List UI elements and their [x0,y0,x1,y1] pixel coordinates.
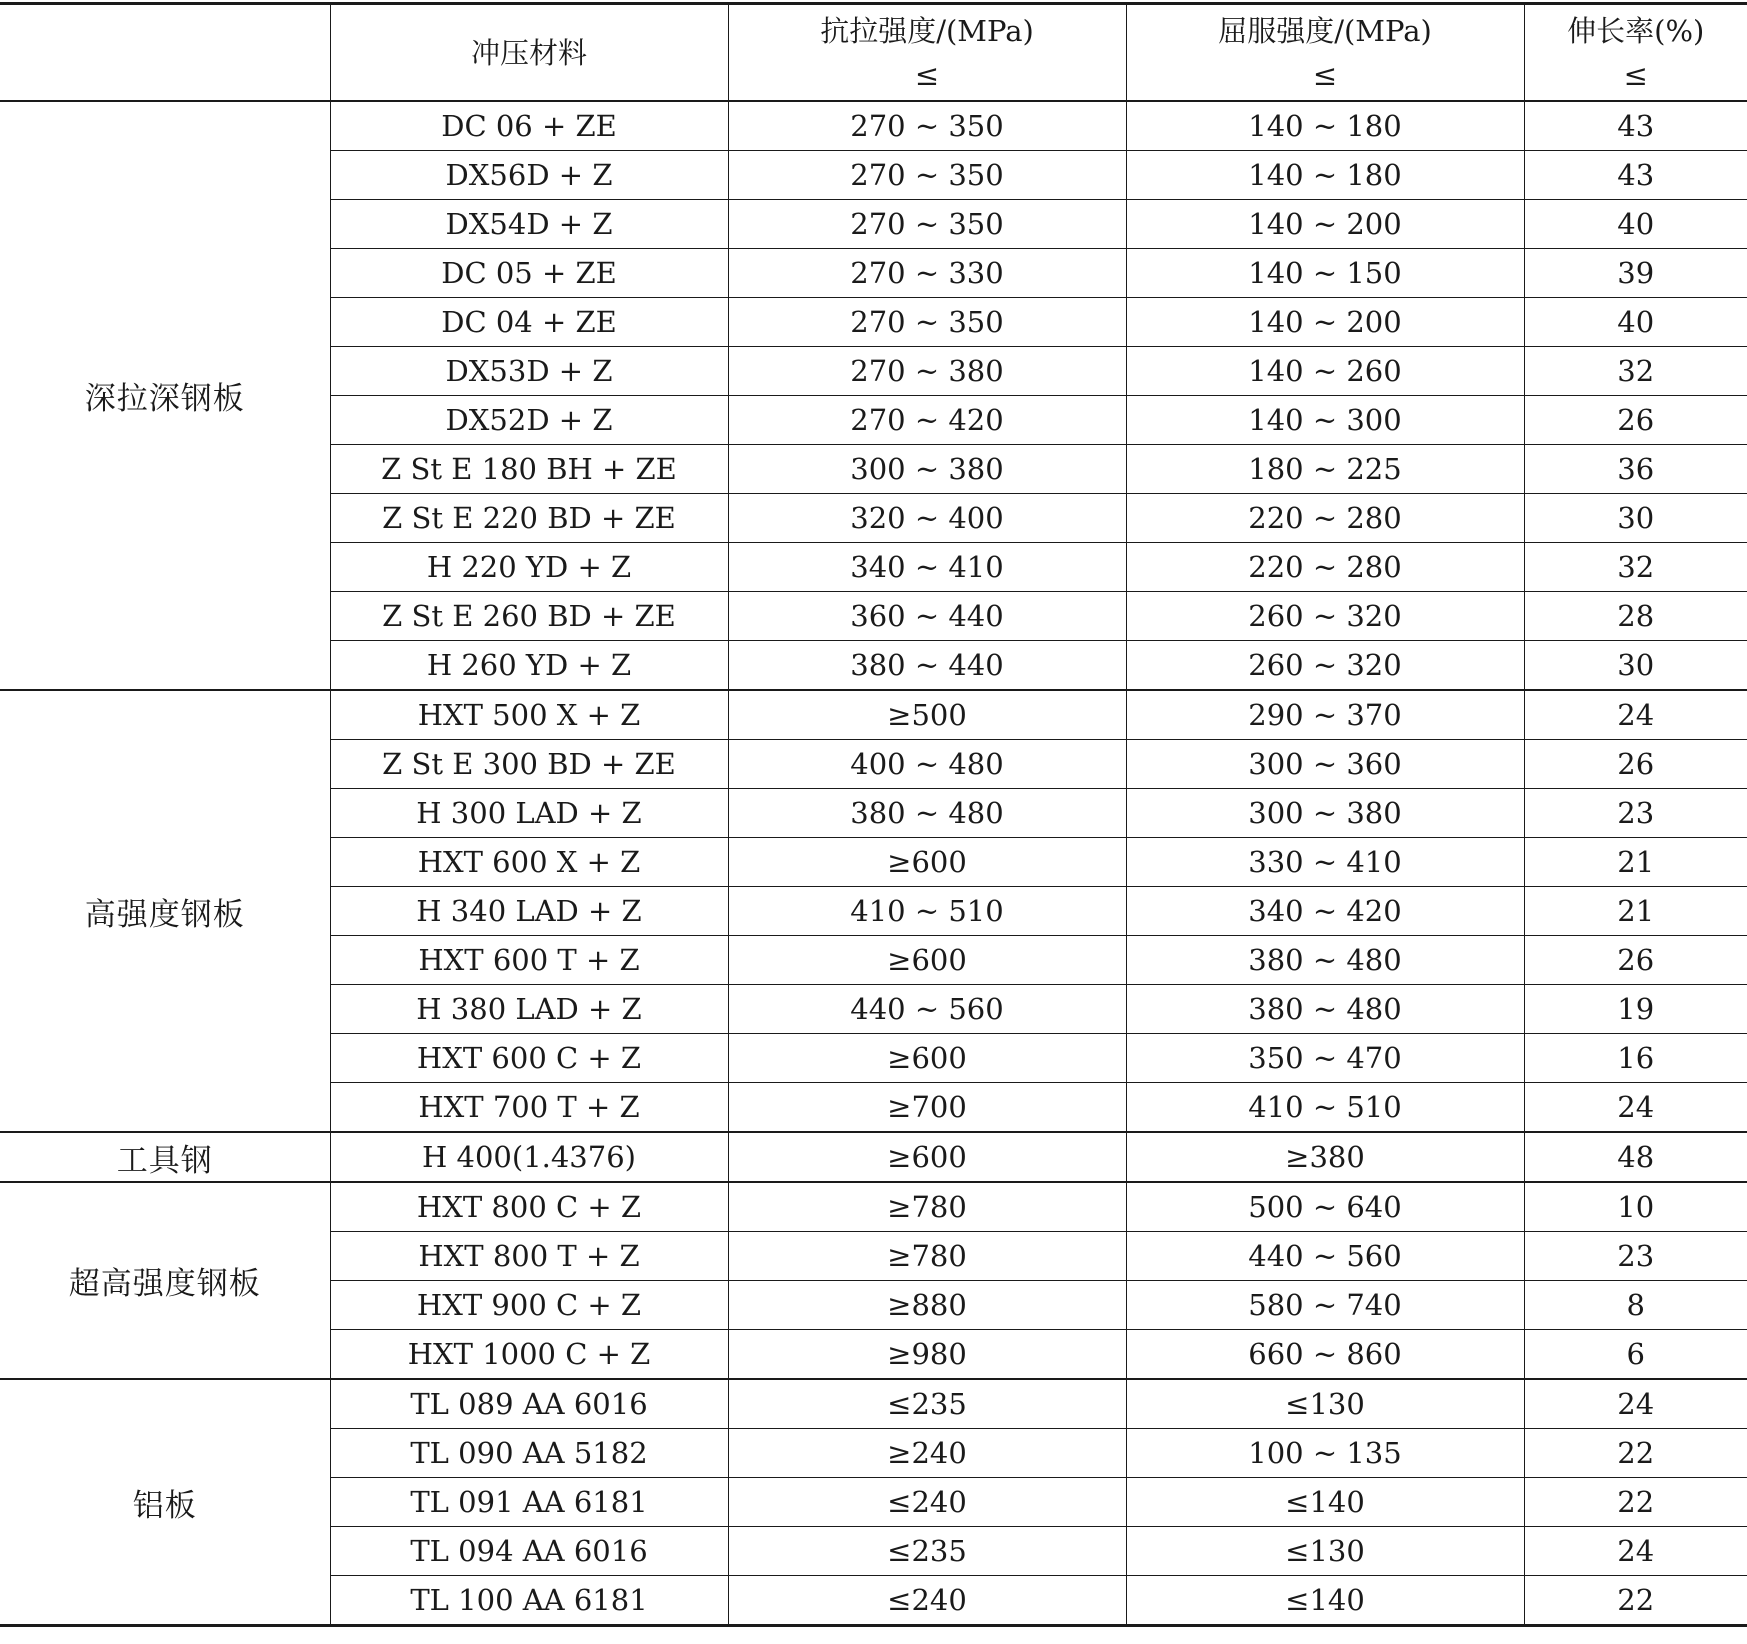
yield-cell: 660 ~ 860 [1126,1330,1524,1380]
material-properties-table [0,2,1747,1627]
elongation-cell: 23 [1524,1232,1747,1281]
tensile-cell: 270 ~ 350 [728,200,1126,249]
yield-cell: 140 ~ 260 [1126,347,1524,396]
tensile-cell: ≤240 [728,1478,1126,1527]
yield-cell: 260 ~ 320 [1126,641,1524,691]
table-row [0,1379,1747,1429]
elongation-cell: 26 [1524,396,1747,445]
yield-cell: 140 ~ 150 [1126,249,1524,298]
yield-cell: ≤140 [1126,1478,1524,1527]
elongation-cell: 26 [1524,936,1747,985]
elongation-cell: 28 [1524,592,1747,641]
material-cell: DX52D + Z [330,396,728,445]
category-cell: 高强度钢板 [0,690,330,1132]
header-material [330,4,728,102]
header-tensile-label: 抗拉强度/(MPa) [820,13,1034,48]
yield-cell: ≤140 [1126,1576,1524,1626]
tensile-cell: ≥600 [728,838,1126,887]
tensile-cell: ≤235 [728,1527,1126,1576]
elongation-cell: 10 [1524,1182,1747,1232]
material-cell: TL 094 AA 6016 [330,1527,728,1576]
material-cell: HXT 600 T + Z [330,936,728,985]
elongation-cell: 40 [1524,200,1747,249]
table-row [0,101,1747,151]
material-cell: Z St E 220 BD + ZE [330,494,728,543]
elongation-cell: 32 [1524,347,1747,396]
elongation-cell: 36 [1524,445,1747,494]
tensile-cell: 270 ~ 330 [728,249,1126,298]
header-row [0,4,1747,102]
elongation-cell: 39 [1524,249,1747,298]
material-cell: HXT 600 C + Z [330,1034,728,1083]
material-cell: HXT 800 C + Z [330,1182,728,1232]
yield-cell: 180 ~ 225 [1126,445,1524,494]
table-body [0,101,1747,1626]
header-elongation [1524,4,1747,102]
tensile-cell: ≥780 [728,1232,1126,1281]
material-cell: Z St E 300 BD + ZE [330,740,728,789]
tensile-cell: ≤240 [728,1576,1126,1626]
yield-cell: 260 ~ 320 [1126,592,1524,641]
tensile-cell: 380 ~ 480 [728,789,1126,838]
elongation-cell: 23 [1524,789,1747,838]
material-cell: H 340 LAD + Z [330,887,728,936]
material-cell: HXT 1000 C + Z [330,1330,728,1380]
elongation-cell: 43 [1524,151,1747,200]
yield-cell: 410 ~ 510 [1126,1083,1524,1133]
yield-cell: 330 ~ 410 [1126,838,1524,887]
yield-cell: 290 ~ 370 [1126,690,1524,740]
material-cell: DX56D + Z [330,151,728,200]
material-cell: HXT 500 X + Z [330,690,728,740]
material-cell: DC 06 + ZE [330,101,728,151]
material-cell: H 400(1.4376) [330,1132,728,1182]
tensile-cell: 270 ~ 350 [728,101,1126,151]
material-cell: HXT 800 T + Z [330,1232,728,1281]
tensile-cell: ≥240 [728,1429,1126,1478]
elongation-cell: 30 [1524,494,1747,543]
yield-cell: 500 ~ 640 [1126,1182,1524,1232]
elongation-cell: 48 [1524,1132,1747,1182]
yield-cell: 440 ~ 560 [1126,1232,1524,1281]
tensile-cell: 270 ~ 380 [728,347,1126,396]
tensile-cell: 270 ~ 350 [728,298,1126,347]
tensile-cell: 320 ~ 400 [728,494,1126,543]
material-cell: DC 04 + ZE [330,298,728,347]
yield-cell: 140 ~ 300 [1126,396,1524,445]
material-cell: TL 089 AA 6016 [330,1379,728,1429]
material-cell: TL 090 AA 5182 [330,1429,728,1478]
table-row [0,1182,1747,1232]
material-cell: DC 05 + ZE [330,249,728,298]
category-cell: 深拉深钢板 [0,101,330,690]
tensile-cell: ≥780 [728,1182,1126,1232]
elongation-cell: 21 [1524,838,1747,887]
yield-cell: 140 ~ 200 [1126,298,1524,347]
yield-cell: 220 ~ 280 [1126,543,1524,592]
material-cell: Z St E 260 BD + ZE [330,592,728,641]
material-cell: DX54D + Z [330,200,728,249]
yield-cell: 140 ~ 180 [1126,101,1524,151]
table-row [0,690,1747,740]
elongation-cell: 40 [1524,298,1747,347]
elongation-cell: 30 [1524,641,1747,691]
yield-cell: 300 ~ 360 [1126,740,1524,789]
yield-cell: 580 ~ 740 [1126,1281,1524,1330]
material-cell: H 300 LAD + Z [330,789,728,838]
tensile-cell: 340 ~ 410 [728,543,1126,592]
header-elongation-symbol: ≤ [1623,57,1648,92]
material-cell: TL 091 AA 6181 [330,1478,728,1527]
elongation-cell: 22 [1524,1478,1747,1527]
tensile-cell: ≥600 [728,1034,1126,1083]
elongation-cell: 22 [1524,1429,1747,1478]
elongation-cell: 24 [1524,1379,1747,1429]
yield-cell: 380 ~ 480 [1126,985,1524,1034]
category-cell: 工具钢 [0,1132,330,1182]
header-yield-symbol: ≤ [1312,57,1338,92]
material-cell: TL 100 AA 6181 [330,1576,728,1626]
header-elongation-label: 伸长率(%) [1567,13,1705,48]
tensile-cell: 270 ~ 350 [728,151,1126,200]
elongation-cell: 21 [1524,887,1747,936]
material-cell: HXT 600 X + Z [330,838,728,887]
elongation-cell: 24 [1524,1083,1747,1133]
elongation-cell: 26 [1524,740,1747,789]
tensile-cell: 410 ~ 510 [728,887,1126,936]
tensile-cell: 400 ~ 480 [728,740,1126,789]
yield-cell: 380 ~ 480 [1126,936,1524,985]
tensile-cell: ≥880 [728,1281,1126,1330]
category-cell: 铝板 [0,1379,330,1626]
elongation-cell: 8 [1524,1281,1747,1330]
material-cell: HXT 700 T + Z [330,1083,728,1133]
material-cell: DX53D + Z [330,347,728,396]
tensile-cell: ≥700 [728,1083,1126,1133]
header-category [0,4,330,102]
yield-cell: ≤130 [1126,1527,1524,1576]
tensile-cell: ≥600 [728,1132,1126,1182]
material-cell: H 260 YD + Z [330,641,728,691]
tensile-cell: ≥500 [728,690,1126,740]
tensile-cell: 270 ~ 420 [728,396,1126,445]
yield-cell: 100 ~ 135 [1126,1429,1524,1478]
header-yield-label: 屈服强度/(MPa) [1218,13,1432,48]
material-cell: Z St E 180 BH + ZE [330,445,728,494]
header-tensile-symbol: ≤ [914,57,940,92]
tensile-cell: ≥600 [728,936,1126,985]
header-tensile-strength [728,4,1126,102]
yield-cell: 300 ~ 380 [1126,789,1524,838]
category-cell: 超高强度钢板 [0,1182,330,1379]
tensile-cell: 380 ~ 440 [728,641,1126,691]
material-cell: HXT 900 C + Z [330,1281,728,1330]
elongation-cell: 24 [1524,690,1747,740]
yield-cell: ≤130 [1126,1379,1524,1429]
tensile-cell: 300 ~ 380 [728,445,1126,494]
header-material-label: 冲压材料 [470,35,587,70]
elongation-cell: 6 [1524,1330,1747,1380]
elongation-cell: 22 [1524,1576,1747,1626]
yield-cell: 220 ~ 280 [1126,494,1524,543]
tensile-cell: ≥980 [728,1330,1126,1380]
elongation-cell: 24 [1524,1527,1747,1576]
table-row [0,1132,1747,1182]
material-cell: H 220 YD + Z [330,543,728,592]
yield-cell: ≥380 [1126,1132,1524,1182]
elongation-cell: 32 [1524,543,1747,592]
elongation-cell: 43 [1524,101,1747,151]
yield-cell: 140 ~ 180 [1126,151,1524,200]
tensile-cell: 360 ~ 440 [728,592,1126,641]
tensile-cell: ≤235 [728,1379,1126,1429]
yield-cell: 140 ~ 200 [1126,200,1524,249]
yield-cell: 350 ~ 470 [1126,1034,1524,1083]
header-yield-strength [1126,4,1524,102]
tensile-cell: 440 ~ 560 [728,985,1126,1034]
yield-cell: 340 ~ 420 [1126,887,1524,936]
material-cell: H 380 LAD + Z [330,985,728,1034]
elongation-cell: 19 [1524,985,1747,1034]
table-header [0,4,1747,102]
elongation-cell: 16 [1524,1034,1747,1083]
